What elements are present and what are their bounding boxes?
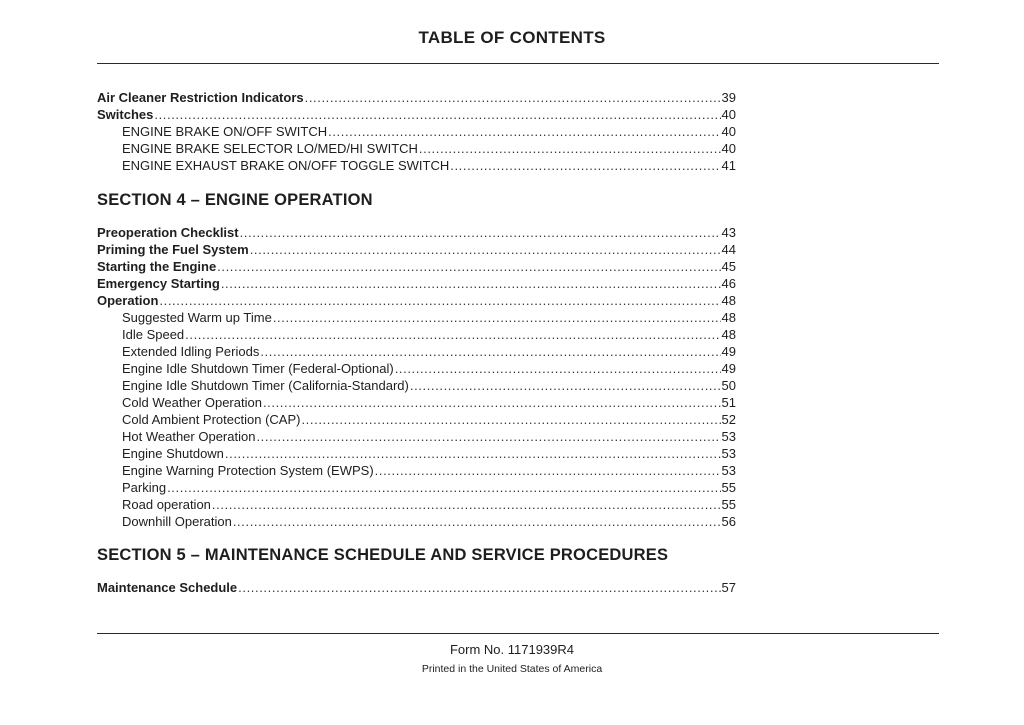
- toc-entry-page: 46: [721, 276, 736, 291]
- toc-subentry[interactable]: [122, 463, 736, 479]
- toc-entry-page: 40: [721, 107, 736, 122]
- toc-entry-label: Maintenance Schedule: [97, 580, 238, 595]
- toc-subentry[interactable]: [122, 124, 736, 140]
- toc-entry-label: Parking: [122, 480, 167, 495]
- toc-subentry[interactable]: [122, 344, 736, 360]
- toc-entry-page: 41: [721, 158, 736, 173]
- toc-subentry[interactable]: [122, 378, 736, 394]
- toc-entry-page: 53: [721, 446, 736, 461]
- toc-entry-page: 40: [721, 124, 736, 139]
- leader-dots: [375, 463, 721, 479]
- toc-entry-label: Road operation: [122, 497, 211, 512]
- leader-dots: [260, 344, 720, 360]
- bottom-rule: [97, 633, 939, 634]
- toc-entry-label: Extended Idling Periods: [122, 344, 260, 359]
- toc-subentry[interactable]: [122, 310, 736, 326]
- leader-dots: [328, 124, 720, 140]
- section-5-heading: SECTION 5 – MAINTENANCE SCHEDULE AND SERVICE PROCEDURES: [97, 546, 669, 564]
- toc-subentry[interactable]: [122, 429, 736, 445]
- leader-dots: [263, 395, 721, 411]
- leader-dots: [256, 429, 720, 445]
- toc-entry-label: Emergency Starting: [97, 276, 220, 291]
- toc-entry-label: Engine Idle Shutdown Timer (California-Standard): [122, 378, 409, 393]
- leader-dots: [217, 259, 720, 275]
- toc-entry-label: Engine Warning Protection System (EWPS): [122, 463, 374, 478]
- leader-dots: [167, 480, 720, 496]
- toc-entry[interactable]: [97, 225, 736, 241]
- leader-dots: [238, 580, 720, 596]
- toc-entry-page: 55: [721, 497, 736, 512]
- leader-dots: [305, 90, 721, 106]
- toc-entry-label: ENGINE BRAKE ON/OFF SWITCH: [122, 124, 328, 139]
- toc-entry[interactable]: [97, 580, 736, 596]
- toc-entry[interactable]: [97, 293, 736, 309]
- toc-entry-page: 50: [721, 378, 736, 393]
- leader-dots: [159, 293, 720, 309]
- toc-entry-label: Cold Weather Operation: [122, 395, 262, 410]
- toc-subentry[interactable]: [122, 141, 736, 157]
- toc-entry-page: 44: [721, 242, 736, 257]
- leader-dots: [221, 276, 721, 292]
- leader-dots: [450, 158, 720, 174]
- toc-subentry[interactable]: [122, 412, 736, 428]
- toc-subentry[interactable]: [122, 514, 736, 530]
- toc-entry-page: 53: [721, 429, 736, 444]
- toc-entry[interactable]: [97, 242, 736, 258]
- toc-subentry[interactable]: [122, 158, 736, 174]
- toc-entry-label: Switches: [97, 107, 154, 122]
- toc-entry-page: 56: [721, 514, 736, 529]
- toc-entry-page: 53: [721, 463, 736, 478]
- toc-entry-label: Air Cleaner Restriction Indicators: [97, 90, 304, 105]
- toc-entry-label: Operation: [97, 293, 159, 308]
- toc-subentry[interactable]: [122, 327, 736, 343]
- toc-entry-label: Idle Speed: [122, 327, 185, 342]
- toc-subentry[interactable]: [122, 446, 736, 462]
- toc-entry-label: Engine Shutdown: [122, 446, 224, 461]
- toc-entry[interactable]: [97, 107, 736, 123]
- toc-entry-label: ENGINE EXHAUST BRAKE ON/OFF TOGGLE SWITCH: [122, 158, 450, 173]
- leader-dots: [301, 412, 720, 428]
- leader-dots: [419, 141, 721, 157]
- toc-entry-page: 57: [721, 580, 736, 595]
- toc-entry-page: 48: [721, 310, 736, 325]
- toc-entry[interactable]: [97, 276, 736, 292]
- toc-entry-label: Hot Weather Operation: [122, 429, 256, 444]
- toc-entry-label: Priming the Fuel System: [97, 242, 249, 257]
- toc-subentry[interactable]: [122, 480, 736, 496]
- toc-entry[interactable]: [97, 90, 736, 106]
- toc-entry-page: 40: [721, 141, 736, 156]
- leader-dots: [185, 327, 720, 343]
- top-rule: [97, 63, 939, 64]
- toc-entry-page: 49: [721, 344, 736, 359]
- toc-entry-label: Preoperation Checklist: [97, 225, 239, 240]
- leader-dots: [250, 242, 721, 258]
- toc-entry-page: 48: [721, 293, 736, 308]
- leader-dots: [240, 225, 721, 241]
- toc-entry-label: Suggested Warm up Time: [122, 310, 272, 325]
- toc-entry-page: 39: [721, 90, 736, 105]
- toc-entry-label: Starting the Engine: [97, 259, 217, 274]
- page-title: TABLE OF CONTENTS: [418, 28, 606, 47]
- leader-dots: [154, 107, 720, 123]
- leader-dots: [395, 361, 721, 377]
- toc-entry-page: 45: [721, 259, 736, 274]
- printed-notice: Printed in the United States of America: [421, 663, 603, 675]
- toc-entry-page: 48: [721, 327, 736, 342]
- leader-dots: [273, 310, 721, 326]
- toc-subentry[interactable]: [122, 361, 736, 377]
- toc-entry-label: Engine Idle Shutdown Timer (Federal-Optional): [122, 361, 394, 376]
- toc-entry-page: 52: [721, 412, 736, 427]
- leader-dots: [410, 378, 721, 394]
- section-4-heading: SECTION 4 – ENGINE OPERATION: [97, 191, 373, 209]
- leader-dots: [225, 446, 721, 462]
- toc-subentry[interactable]: [122, 497, 736, 513]
- leader-dots: [233, 514, 721, 530]
- toc-entry[interactable]: [97, 259, 736, 275]
- toc-entry-page: 43: [721, 225, 736, 240]
- toc-entry-page: 49: [721, 361, 736, 376]
- toc-entry-label: ENGINE BRAKE SELECTOR LO/MED/HI SWITCH: [122, 141, 418, 156]
- toc-entry-page: 55: [721, 480, 736, 495]
- toc-entry-page: 51: [721, 395, 736, 410]
- toc-subentry[interactable]: [122, 395, 736, 411]
- toc-entry-label: Cold Ambient Protection (CAP): [122, 412, 301, 427]
- leader-dots: [212, 497, 721, 513]
- toc-entry-label: Downhill Operation: [122, 514, 232, 529]
- form-number: Form No. 1171939R4: [449, 642, 575, 657]
